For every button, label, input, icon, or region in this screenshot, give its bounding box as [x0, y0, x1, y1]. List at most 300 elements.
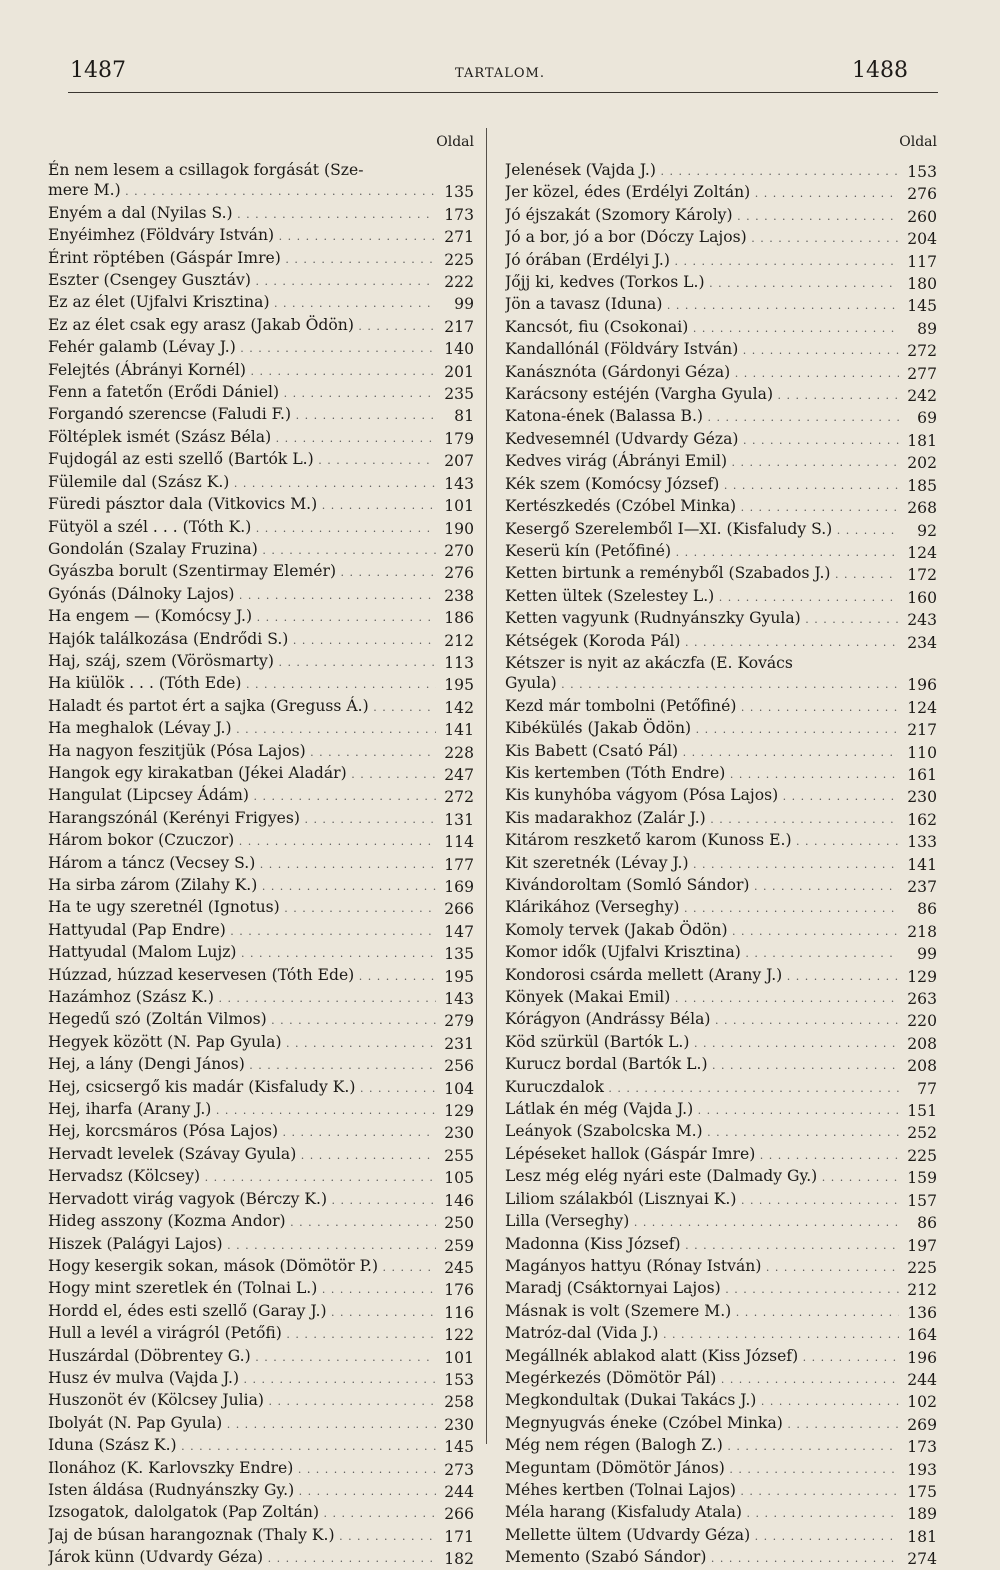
entry-title: Három bokor (Czuczor) . . . — [48, 830, 436, 852]
toc-entry — [48, 741, 474, 763]
entry-page-number: 159 — [907, 1169, 937, 1188]
entry-page-number: 182 — [444, 1550, 474, 1569]
entry-title: Klárikához (Verseghy) . . . — [505, 897, 899, 919]
entry-title: Kis madarakhoz (Zalár J.) . . . — [505, 808, 899, 830]
toc-entry — [505, 763, 937, 785]
entry-page-number: 204 — [907, 230, 937, 249]
entry-page-number: 230 — [444, 1415, 474, 1434]
entry-title: Mellette ültem (Udvardy Géza) . . . — [505, 1525, 899, 1547]
entry-title: Kétségek (Koroda Pál) . . . — [505, 631, 899, 653]
entry-page-number: 271 — [444, 228, 474, 247]
toc-entry — [505, 227, 937, 249]
toc-entry — [505, 1346, 937, 1368]
entry-title-continued: mere M.) . . . — [48, 180, 436, 202]
entry-title: Méla harang (Kisfaludy Atala) . . . — [505, 1502, 899, 1524]
entry-title: Huszárdal (Döbrentey G.) . . . — [48, 1346, 436, 1368]
entry-page-number: 225 — [444, 250, 474, 269]
toc-entry — [505, 1099, 937, 1121]
entry-title: Madonna (Kiss József) . . . — [505, 1234, 899, 1256]
entry-page-number: 110 — [907, 743, 937, 762]
entry-title: Haj, száj, szem (Vörösmarty) . . . — [48, 651, 436, 673]
toc-entry — [505, 1121, 937, 1143]
toc-entry — [48, 629, 474, 651]
entry-title: Fenn a fatetőn (Erődi Dániel) . . . — [48, 382, 436, 404]
entry-title: Megérkezés (Dömötör Pál) . . . — [505, 1368, 899, 1390]
toc-entry — [48, 584, 474, 606]
entry-page-number: 244 — [907, 1370, 937, 1389]
entry-page-number: 186 — [444, 609, 474, 628]
toc-entry — [505, 853, 937, 875]
entry-page-number: 160 — [907, 588, 937, 607]
entry-title: Ibolyát (N. Pap Gyula) . . . — [48, 1413, 436, 1435]
entry-page-number: 141 — [907, 855, 937, 874]
entry-title: Memento (Szabó Sándor) . . . — [505, 1547, 899, 1569]
entry-title: Haladt és partot ért a sajka (Greguss Á.) . . . — [48, 696, 436, 718]
running-title: TARTALOM. — [455, 66, 545, 81]
toc-entry — [505, 942, 937, 964]
entry-page-number: 69 — [917, 409, 937, 428]
entry-page-number: 276 — [444, 564, 474, 583]
toc-entry — [48, 427, 474, 449]
toc-entry — [505, 608, 937, 630]
entry-page-number: 217 — [444, 317, 474, 336]
toc-entry — [505, 1234, 937, 1256]
toc-entry — [505, 1211, 937, 1233]
toc-entry — [505, 1480, 937, 1502]
entry-title: Ketten birtunk a reményből (Szabados J.) . . . — [505, 563, 899, 585]
entry-title: Meguntam (Dömötör János) . . . — [505, 1458, 899, 1480]
entry-title: Ha sirba zárom (Zilahy K.) . . . — [48, 875, 436, 897]
entry-title: Hej, csicsergő kis madár (Kisfaludy K.) . . . — [48, 1077, 436, 1099]
toc-entry — [48, 539, 474, 561]
entry-page-number: 220 — [907, 1012, 937, 1031]
entry-page-number: 172 — [907, 566, 937, 585]
entry-title: Hull a levél a virágról (Petőfi) . . . — [48, 1323, 436, 1345]
entry-page-number: 255 — [444, 1146, 474, 1165]
toc-entry — [505, 1166, 937, 1188]
toc-entry — [505, 205, 937, 227]
entry-page-number: 179 — [444, 429, 474, 448]
entry-page-number: 276 — [907, 185, 937, 204]
entry-title: Megnyugvás éneke (Czóbel Minka) . . . — [505, 1413, 899, 1435]
entry-page-number: 185 — [907, 476, 937, 495]
toc-entry — [505, 384, 937, 406]
entry-page-number: 230 — [907, 788, 937, 807]
entry-title: Fehér galamb (Lévay J.) . . . — [48, 337, 436, 359]
entry-title: Harangszónál (Kerényi Frigyes) . . . — [48, 808, 436, 830]
entry-title: Jön a tavasz (Iduna) . . . — [505, 294, 899, 316]
entry-title: Kitárom reszkető karom (Kunoss E.) . . . — [505, 830, 899, 852]
entry-page-number: 181 — [907, 1527, 937, 1546]
entry-page-number: 222 — [444, 273, 474, 292]
toc-entry — [505, 250, 937, 272]
toc-entry — [505, 1144, 937, 1166]
entry-page-number: 117 — [907, 252, 937, 271]
toc-entry — [48, 1278, 474, 1300]
toc-entry — [505, 1323, 937, 1345]
entry-page-number: 124 — [907, 698, 937, 717]
toc-entry — [505, 1278, 937, 1300]
entry-title: Húzzad, húzzad keservesen (Tóth Ede) . . . — [48, 965, 436, 987]
entry-title: Kétszer is nyit az akáczfa (E. Kovács — [505, 653, 793, 672]
entry-title: Kék szem (Komócsy József) . . . — [505, 474, 899, 496]
entry-page-number: 260 — [907, 207, 937, 226]
entry-title: Kedvesemnél (Udvardy Géza) . . . — [505, 429, 899, 451]
entry-page-number: 212 — [907, 1281, 937, 1300]
entry-title: Megállnék ablakod alatt (Kiss József) . . . — [505, 1346, 899, 1368]
entry-title: Kandallónál (Földváry István) . . . — [505, 339, 899, 361]
entry-title: Maradj (Csáktornyai Lajos) . . . — [505, 1278, 899, 1300]
page-number-left: 1487 — [70, 58, 126, 83]
toc-entry — [48, 404, 474, 426]
entry-title: Ez az élet (Ujfalvi Krisztina) . . . — [48, 292, 436, 314]
entry-page-number: 181 — [907, 431, 937, 450]
toc-entry — [48, 1458, 474, 1480]
toc-entry — [505, 897, 937, 919]
toc-entry — [48, 337, 474, 359]
entry-title: Katona-ének (Balassa B.) . . . — [505, 406, 899, 428]
toc-entry — [48, 1077, 474, 1099]
entry-title: Komoly tervek (Jakab Ödön) . . . — [505, 920, 899, 942]
toc-entry — [48, 1368, 474, 1390]
entry-page-number: 135 — [444, 183, 474, 202]
entry-title: Hattyudal (Pap Endre) . . . — [48, 920, 436, 942]
entry-page-number: 169 — [444, 878, 474, 896]
toc-entry — [48, 1547, 474, 1569]
entry-title: Kezd már tombolni (Petőfiné) . . . — [505, 696, 899, 718]
header-rule — [68, 92, 938, 93]
toc-entry — [505, 496, 937, 518]
entry-title: Méhes kertben (Tolnai Lajos) . . . — [505, 1480, 899, 1502]
toc-entry — [48, 987, 474, 1009]
entry-title: Hegedű szó (Zoltán Vilmos) . . . — [48, 1009, 436, 1031]
toc-entry — [48, 897, 474, 919]
entry-page-number: 133 — [907, 833, 937, 852]
entry-page-number: 89 — [917, 319, 937, 338]
entry-title: Ha nagyon feszitjük (Pósa Lajos) . . . — [48, 741, 436, 763]
entry-title: Magányos hattyu (Rónay István) . . . — [505, 1256, 899, 1278]
entry-page-number: 177 — [444, 855, 474, 874]
toc-entry — [505, 785, 937, 807]
toc-entry — [48, 1390, 474, 1412]
entry-title: Fujdogál az esti szellő (Bartók L.) . . . — [48, 449, 436, 471]
left-column — [48, 132, 474, 1570]
toc-entry — [505, 696, 937, 718]
entry-page-number: 266 — [444, 1505, 474, 1524]
toc-entry — [48, 785, 474, 807]
entry-title: Hangok egy kirakatban (Jékei Aladár) . . . — [48, 763, 436, 785]
toc-entry — [505, 1256, 937, 1278]
entry-page-number: 263 — [907, 990, 937, 1009]
entry-page-number: 146 — [444, 1191, 474, 1210]
entry-title: Hangulat (Lipcsey Ádám) . . . — [48, 785, 436, 807]
toc-entry — [48, 875, 474, 897]
entry-page-number: 145 — [907, 297, 937, 316]
toc-entry — [48, 315, 474, 337]
entry-title: Ketten ültek (Szelestey L.) . . . — [505, 586, 899, 608]
entry-title: Liliom szálakból (Lisznyai K.) . . . — [505, 1189, 899, 1211]
toc-entry — [505, 987, 937, 1009]
entry-title: Kis kertemben (Tóth Endre) . . . — [505, 763, 899, 785]
entry-title: Leányok (Szabolcska M.) . . . — [505, 1121, 899, 1143]
entry-title: Hiszek (Palágyi Lajos) . . . — [48, 1234, 436, 1256]
toc-entry — [505, 1077, 937, 1099]
entry-title: Jaj de búsan harangoznak (Thaly K.) . . . — [48, 1525, 436, 1547]
toc-entry — [505, 317, 937, 339]
toc-entry — [505, 586, 937, 608]
entry-page-number: 164 — [907, 1326, 937, 1345]
entry-page-number: 157 — [907, 1191, 937, 1210]
entry-title: Hajók találkozása (Endrődi S.) . . . — [48, 629, 436, 651]
entry-page-number: 114 — [444, 833, 474, 852]
entry-title: Jó éjszakát (Szomory Károly) . . . — [505, 205, 899, 227]
toc-entry — [505, 406, 937, 428]
entry-title: Kancsót, fiu (Csokonai) . . . — [505, 317, 899, 339]
entry-page-number: 99 — [454, 295, 474, 314]
entry-title: Hazámhoz (Szász K.) . . . — [48, 987, 436, 1009]
entry-page-number: 228 — [444, 743, 474, 762]
entry-title: Másnak is volt (Szemere M.) . . . — [505, 1301, 899, 1323]
toc-entry — [48, 160, 474, 203]
toc-entry — [48, 1234, 474, 1256]
entry-title: Eszter (Csengey Gusztáv) . . . — [48, 270, 436, 292]
entry-title: Jer közel, édes (Erdélyi Zoltán) . . . — [505, 182, 899, 204]
toc-entry — [48, 696, 474, 718]
entry-title: Lilla (Verseghy) . . . — [505, 1211, 899, 1233]
toc-entry — [505, 182, 937, 204]
entry-page-number: 142 — [444, 698, 474, 717]
entry-page-number: 131 — [444, 810, 474, 829]
entry-page-number: 252 — [907, 1124, 937, 1143]
toc-entry — [505, 965, 937, 987]
entry-page-number: 101 — [444, 497, 474, 516]
entry-page-number: 225 — [907, 1146, 937, 1165]
entry-title: Ketten vagyunk (Rudnyánszky Gyula) . . . — [505, 608, 899, 630]
toc-entry — [505, 1301, 937, 1323]
toc-entry — [505, 920, 937, 942]
entry-page-number: 190 — [444, 519, 474, 538]
entry-title: Látlak én még (Vajda J.) . . . — [505, 1099, 899, 1121]
entry-page-number: 81 — [454, 407, 474, 426]
toc-entry — [48, 382, 474, 404]
toc-entry — [505, 653, 937, 696]
entry-page-number: 273 — [444, 1460, 474, 1479]
toc-entry — [48, 1502, 474, 1524]
toc-entry — [48, 808, 474, 830]
entry-page-number: 197 — [907, 1236, 937, 1255]
entry-title: Enyém a dal (Nyilas S.) . . . — [48, 203, 436, 225]
toc-entry — [48, 517, 474, 539]
entry-title: Fülemile dal (Szász K.) . . . — [48, 472, 436, 494]
entry-title: Ha meghalok (Lévay J.) . . . — [48, 718, 436, 740]
entry-title: Föltéplek ismét (Szász Béla) . . . — [48, 427, 436, 449]
toc-entry — [505, 1525, 937, 1547]
toc-entry — [505, 830, 937, 852]
entry-title: Ha kiülök . . . (Tóth Ede) . . . — [48, 673, 436, 695]
entry-page-number: 195 — [444, 676, 474, 695]
entry-title: Ha engem — (Komócsy J.) . . . — [48, 606, 436, 628]
toc-entry — [48, 1054, 474, 1076]
entry-page-number: 104 — [444, 1079, 474, 1098]
entry-title: Hej, a lány (Dengi János) . . . — [48, 1054, 436, 1076]
entry-page-number: 230 — [444, 1124, 474, 1143]
toc-entry — [48, 1009, 474, 1031]
entry-page-number: 129 — [907, 967, 937, 986]
entry-page-number: 129 — [444, 1102, 474, 1121]
toc-entry — [48, 270, 474, 292]
entry-page-number: 279 — [444, 1012, 474, 1031]
toc-entry — [48, 718, 474, 740]
entry-title: Köd szürkül (Bartók L.) . . . — [505, 1032, 899, 1054]
entry-title: Kórágyon (Andrássy Béla) . . . — [505, 1009, 899, 1031]
entry-page-number: 143 — [444, 990, 474, 1009]
entry-title-continued: Gyula) . . . — [505, 673, 899, 695]
entry-title: Kuruczdalok . . . — [505, 1077, 899, 1099]
entry-page-number: 86 — [917, 1214, 937, 1233]
toc-entry — [505, 718, 937, 740]
toc-entry — [505, 1547, 937, 1569]
page-number-right: 1488 — [852, 58, 908, 83]
entry-title: Husz év mulva (Vajda J.) . . . — [48, 1368, 436, 1390]
toc-entry — [48, 472, 474, 494]
entry-page-number: 102 — [907, 1393, 937, 1412]
entry-page-number: 266 — [444, 900, 474, 919]
entry-page-number: 116 — [444, 1303, 474, 1322]
entry-page-number: 259 — [444, 1236, 474, 1255]
toc-entry — [505, 160, 937, 182]
entry-title: Kis kunyhóba vágyom (Pósa Lajos) . . . — [505, 785, 899, 807]
toc-entry — [48, 1525, 474, 1547]
entry-page-number: 243 — [907, 611, 937, 630]
toc-entry — [48, 360, 474, 382]
entry-page-number: 208 — [907, 1034, 937, 1053]
entry-title: Hogy mint szeretlek én (Tolnai L.) . . . — [48, 1278, 436, 1300]
entry-page-number: 136 — [907, 1303, 937, 1322]
entry-page-number: 92 — [917, 521, 937, 540]
toc-entry — [48, 965, 474, 987]
entry-title: Járok künn (Udvardy Géza) . . . — [48, 1547, 436, 1569]
toc-entry — [48, 1301, 474, 1323]
toc-entry — [48, 853, 474, 875]
toc-entry — [505, 875, 937, 897]
toc-entry — [505, 541, 937, 563]
entry-title: Hej, iharfa (Arany J.) . . . — [48, 1099, 436, 1121]
entry-title: Kit szeretnék (Lévay J.) . . . — [505, 853, 899, 875]
toc-entry — [48, 1144, 474, 1166]
entry-page-number: 99 — [917, 945, 937, 964]
entry-title: Én nem lesem a csillagok forgását (Sze- — [48, 161, 364, 179]
entry-title: Gondolán (Szalay Fruzina) . . . — [48, 539, 436, 561]
toc-entry — [48, 1032, 474, 1054]
entry-page-number: 208 — [907, 1057, 937, 1076]
entry-page-number: 231 — [444, 1034, 474, 1053]
entry-page-number: 258 — [444, 1393, 474, 1412]
entry-page-number: 147 — [444, 922, 474, 941]
entry-page-number: 247 — [444, 765, 474, 784]
entry-title: Jó órában (Erdélyi J.) . . . — [505, 250, 899, 272]
toc-entry — [48, 1211, 474, 1233]
entry-title: Kesergő Szerelemből I—XI. (Kisfaludy S.) . . . — [505, 519, 899, 541]
toc-entry — [505, 1032, 937, 1054]
toc-entry — [48, 606, 474, 628]
toc-entry — [505, 1009, 937, 1031]
toc-entry — [505, 1189, 937, 1211]
toc-entry — [505, 1502, 937, 1524]
toc-entry — [48, 1166, 474, 1188]
entry-page-number: 268 — [907, 499, 937, 518]
entry-page-number: 217 — [907, 721, 937, 740]
entry-title: Ha te ugy szeretnél (Ignotus) . . . — [48, 897, 436, 919]
entry-title: Érint röptében (Gáspár Imre) . . . — [48, 248, 436, 270]
toc-entry — [48, 942, 474, 964]
entry-title: Kondorosi csárda mellett (Arany J.) . . . — [505, 965, 899, 987]
entry-page-number: 269 — [907, 1415, 937, 1434]
toc-entry — [505, 474, 937, 496]
toc-entry — [48, 225, 474, 247]
entry-title: Hideg asszony (Kozma Andor) . . . — [48, 1211, 436, 1233]
entry-title: Hordd el, édes esti szellő (Garay J.) . . . — [48, 1301, 436, 1323]
entry-page-number: 153 — [444, 1370, 474, 1389]
toc-entry — [48, 1435, 474, 1457]
entry-title: Még nem régen (Balogh Z.) . . . — [505, 1435, 899, 1457]
entry-title: Kertészkedés (Czóbel Minka) . . . — [505, 496, 899, 518]
entry-page-number: 175 — [907, 1482, 937, 1501]
toc-entry — [505, 1054, 937, 1076]
entry-title: Megkondultak (Dukai Takács J.) . . . — [505, 1390, 899, 1412]
toc-entry — [48, 920, 474, 942]
right-entry-list — [505, 160, 937, 1570]
entry-title: Hattyudal (Malom Lujz) . . . — [48, 942, 436, 964]
entry-page-number: 135 — [444, 945, 474, 964]
entry-page-number: 113 — [444, 653, 474, 672]
entry-title: Könyek (Makai Emil) . . . — [505, 987, 899, 1009]
entry-page-number: 235 — [444, 385, 474, 404]
entry-page-number: 122 — [444, 1326, 474, 1345]
entry-title: Forgandó szerencse (Faludi F.) . . . — [48, 404, 436, 426]
entry-page-number: 180 — [907, 275, 937, 294]
entry-title: Ilonához (K. Karlovszky Endre) . . . — [48, 1458, 436, 1480]
entry-title: Jelenések (Vajda J.) . . . — [505, 160, 899, 182]
entry-page-number: 171 — [444, 1527, 474, 1546]
entry-title: Három a táncz (Vecsey S.) . . . — [48, 853, 436, 875]
entry-page-number: 196 — [907, 676, 937, 695]
entry-title: Lépéseket hallok (Gáspár Imre) . . . — [505, 1144, 899, 1166]
toc-entry — [48, 1121, 474, 1143]
entry-page-number: 212 — [444, 631, 474, 650]
entry-title: Hervadt levelek (Szávay Gyula) . . . — [48, 1144, 436, 1166]
entry-page-number: 161 — [907, 765, 937, 784]
entry-page-number: 234 — [907, 633, 937, 652]
entry-title: Fütyöl a szél . . . (Tóth K.) . . . — [48, 517, 436, 539]
toc-entry — [505, 1368, 937, 1390]
entry-title: Jőjj ki, kedves (Torkos L.) . . . — [505, 272, 899, 294]
toc-entry — [48, 561, 474, 583]
toc-entry — [48, 203, 474, 225]
entry-title: Hogy kesergik sokan, mások (Dömötör P.) . . . — [48, 1256, 436, 1278]
toc-entry — [505, 1413, 937, 1435]
entry-page-number: 237 — [907, 878, 937, 896]
entry-title: Isten áldása (Rudnyánszky Gy.) . . . — [48, 1480, 436, 1502]
entry-page-number: 176 — [444, 1281, 474, 1300]
entry-page-number: 238 — [444, 586, 474, 605]
entry-page-number: 77 — [917, 1079, 937, 1098]
entry-page-number: 225 — [907, 1258, 937, 1277]
entry-page-number: 202 — [907, 454, 937, 473]
toc-entry — [505, 451, 937, 473]
entry-page-number: 124 — [907, 543, 937, 562]
entry-page-number: 101 — [444, 1348, 474, 1367]
entry-title: Keserü kín (Petőfiné) . . . — [505, 541, 899, 563]
